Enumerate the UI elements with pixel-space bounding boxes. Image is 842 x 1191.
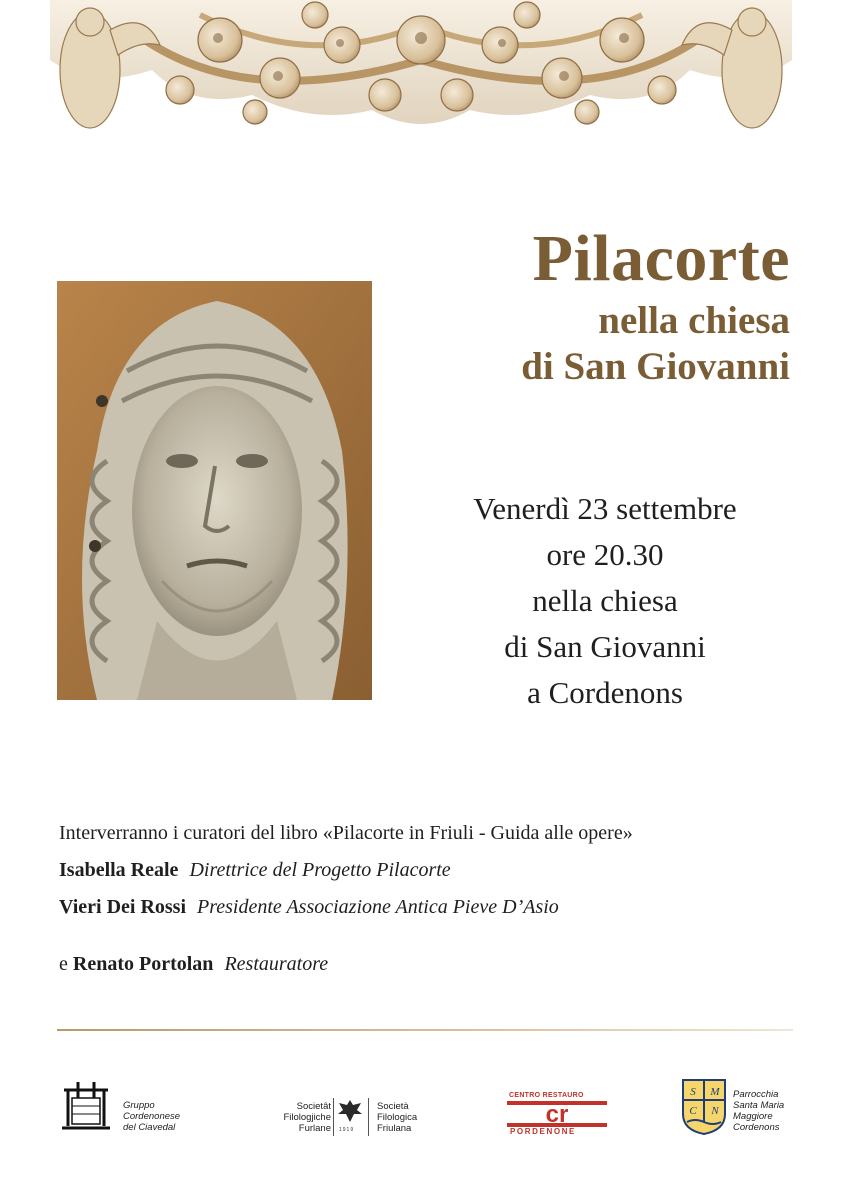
speaker-role: Presidente Associazione Antica Pieve D’Asio (197, 896, 559, 918)
frieze-icon (50, 0, 792, 140)
parrocchia-shield-icon (681, 1078, 727, 1136)
event-time: ore 20.30 (546, 537, 664, 572)
centro-restauro-logo-icon (507, 1101, 607, 1127)
event-place-line1: nella chiesa (532, 583, 678, 618)
societat-logo-text: Societât Filologjiche Furlane (283, 1101, 331, 1134)
svg-text:M: M (710, 1086, 720, 1098)
speaker-row (59, 894, 789, 931)
centro-restauro-mark: cr (545, 1101, 569, 1127)
speaker-name: Renato Portolan (72, 953, 214, 975)
speaker-role: Direttrice del Progetto Pilacorte (189, 859, 451, 881)
speaker-prefix: e (59, 953, 68, 975)
svg-text:N: N (711, 1105, 719, 1117)
speaker-role: Restauratore (224, 953, 329, 975)
event-date: Venerdì 23 settembre (473, 491, 737, 526)
speaker-name: Isabella Reale (59, 859, 179, 881)
speakers-intro: Interverranno i curatori del libro «Pilacorte in Friuli - Guida alle opere» (59, 822, 633, 844)
speaker-row (59, 857, 789, 894)
gruppo-cordenonese-logo-icon (58, 1078, 114, 1136)
speaker-name: Vieri Dei Rossi (59, 896, 187, 918)
title-block (400, 220, 790, 390)
title-main: Pilacorte (532, 222, 790, 295)
centro-restauro-top: CENTRO RESTAURO (509, 1092, 584, 1099)
portrait-icon (57, 281, 372, 700)
gruppo-logo-text: Gruppo Cordenonese del Ciavedal (123, 1100, 181, 1133)
divider-rule (57, 1029, 793, 1031)
societa-year: 1919 (339, 1127, 355, 1133)
event-place-line2: di San Giovanni (504, 629, 706, 664)
eagle-emblem-icon (335, 1096, 365, 1126)
event-info (420, 486, 790, 716)
svg-text:S: S (690, 1086, 696, 1098)
event-place-line3: a Cordenons (527, 675, 683, 710)
centro-restauro-bottom: PORDENONE (510, 1127, 576, 1136)
title-sub-line1: nella chiesa (598, 299, 790, 342)
svg-text:C: C (689, 1105, 697, 1117)
parrocchia-logo-text: Parrocchia Santa Maria Maggiore Cordenons (733, 1089, 785, 1133)
speakers (59, 820, 789, 988)
title-sub-line2: di San Giovanni (521, 345, 790, 388)
speaker-row-last (59, 951, 789, 988)
societa-logo-text: Società Filologica Friulana (377, 1101, 418, 1134)
